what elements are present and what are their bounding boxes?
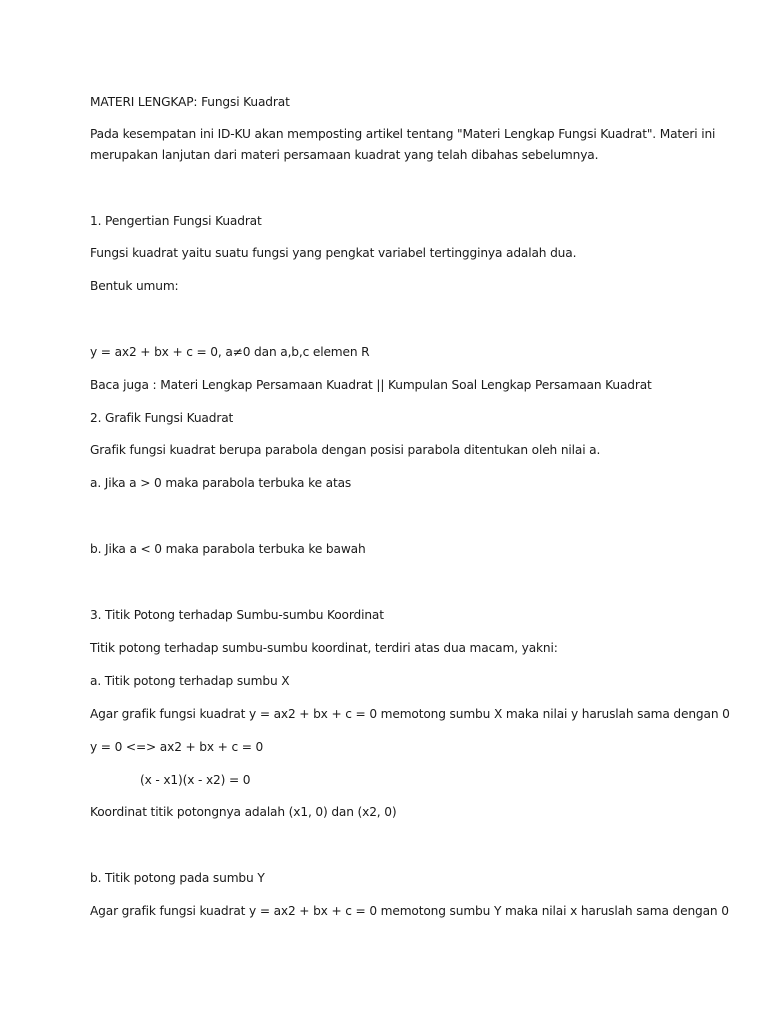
section-2-case-a: a. Jika a > 0 maka parabola terbuka ke atas — [90, 476, 352, 490]
intro-paragraph-line-1: Pada kesempatan ini ID-KU akan memposting artikel tentang "Materi Lengkap Fungsi Kuadrat". Materi ini — [90, 127, 716, 141]
section-1-heading: 1. Pengertian Fungsi Kuadrat — [90, 214, 262, 228]
general-form-formula: y = ax2 + bx + c = 0, a≠0 dan a,b,c elemen R — [90, 345, 370, 359]
section-2-text: Grafik fungsi kuadrat berupa parabola dengan posisi parabola ditentukan oleh nilai a. — [90, 443, 601, 457]
section-3-intro: Titik potong terhadap sumbu-sumbu koordinat, terdiri atas dua macam, yakni: — [90, 641, 558, 655]
section-2-case-b: b. Jika a < 0 maka parabola terbuka ke bawah — [90, 542, 366, 556]
section-2-heading: 2. Grafik Fungsi Kuadrat — [90, 411, 234, 425]
see-also-line: Baca juga : Materi Lengkap Persamaan Kuadrat || Kumpulan Soal Lengkap Persamaan Kuadrat — [90, 378, 652, 392]
section-3a-heading: a. Titik potong terhadap sumbu X — [90, 674, 290, 688]
section-3b-heading: b. Titik potong pada sumbu Y — [90, 871, 265, 885]
section-3b-text: Agar grafik fungsi kuadrat y = ax2 + bx + c = 0 memotong sumbu Y maka nilai x haruslah sama dengan 0 — [90, 904, 729, 918]
section-3-heading: 3. Titik Potong terhadap Sumbu-sumbu Koordinat — [90, 608, 384, 622]
section-1-definition: Fungsi kuadrat yaitu suatu fungsi yang pengkat variabel tertingginya adalah dua. — [90, 246, 577, 260]
general-form-label: Bentuk umum: — [90, 279, 179, 293]
intro-paragraph-line-2: merupakan lanjutan dari materi persamaan kuadrat yang telah dibahas sebelumnya. — [90, 148, 599, 162]
section-3a-equation-2: (x - x1)(x - x2) = 0 — [140, 773, 251, 787]
document-title: MATERI LENGKAP: Fungsi Kuadrat — [90, 95, 290, 109]
section-3a-equation-1: y = 0 <=> ax2 + bx + c = 0 — [90, 740, 264, 754]
section-3a-result: Koordinat titik potongnya adalah (x1, 0) dan (x2, 0) — [90, 805, 397, 819]
section-3a-text: Agar grafik fungsi kuadrat y = ax2 + bx + c = 0 memotong sumbu X maka nilai y haruslah sama dengan 0 — [90, 707, 730, 721]
